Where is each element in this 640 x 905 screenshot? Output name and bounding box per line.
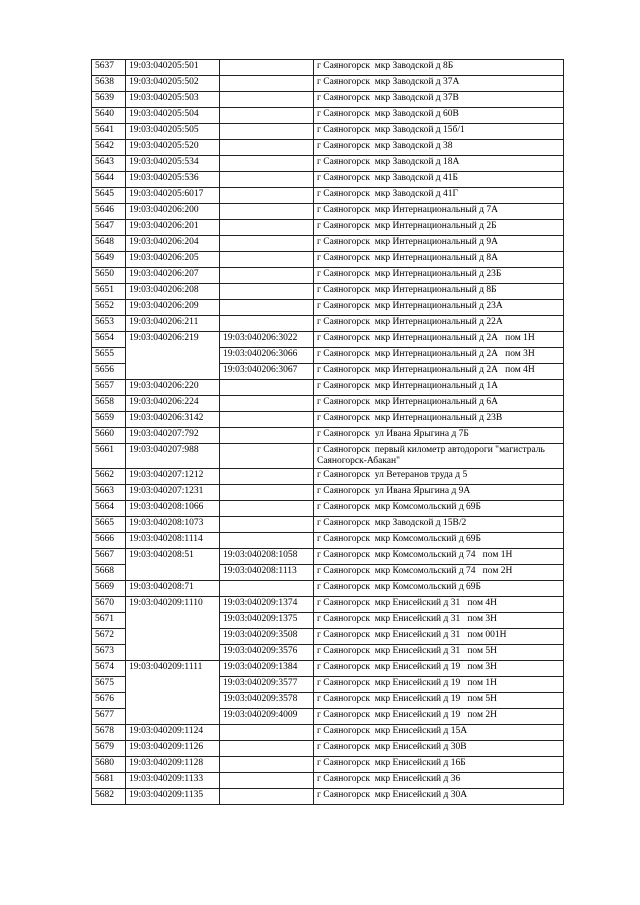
row-number: 5637 [92,60,126,76]
building-cadastral-number: 19:03:040206:3142 [126,412,220,428]
table-row [92,725,564,741]
premises-cadastral-number [220,300,314,316]
building-cadastral-number: 19:03:040206:207 [126,268,220,284]
row-number: 5664 [92,501,126,517]
building-cadastral-number: 19:03:040209:1133 [126,773,220,789]
table-row [92,469,564,485]
premises-cadastral-number [220,469,314,485]
row-number: 5649 [92,252,126,268]
address: г Саяногорск мкр Заводской д 37А [314,76,564,92]
table-row [92,741,564,757]
address: г Саяногорск мкр Комсомольский д 74 пом 1Н [314,549,564,565]
table-row [92,501,564,517]
row-number: 5646 [92,204,126,220]
building-cadastral-number: 19:03:040208:1066 [126,501,220,517]
premises-cadastral-number [220,773,314,789]
row-number: 5654 [92,332,126,348]
building-cadastral-number: 19:03:040206:211 [126,316,220,332]
premises-cadastral-number [220,501,314,517]
premises-cadastral-number [220,188,314,204]
building-cadastral-number: 19:03:040209:1110 [126,597,220,661]
row-number: 5667 [92,549,126,565]
building-cadastral-number: 19:03:040205:536 [126,172,220,188]
table-row [92,220,564,236]
premises-cadastral-number [220,60,314,76]
table-row [92,661,564,677]
building-cadastral-number: 19:03:040209:1128 [126,757,220,773]
row-number: 5671 [92,613,126,629]
premises-cadastral-number [220,108,314,124]
premises-cadastral-number [220,396,314,412]
address: г Саяногорск мкр Енисейский д 19 пом 1Н [314,677,564,693]
address: г Саяногорск мкр Енисейский д 31 пом 3Н [314,613,564,629]
address: г Саяногорск мкр Интернациональный д 6А [314,396,564,412]
address: г Саяногорск мкр Енисейский д 30А [314,789,564,805]
address: г Саяногорск мкр Интернациональный д 23Б [314,268,564,284]
table-row [92,156,564,172]
table-row [92,517,564,533]
address: г Саяногорск мкр Интернациональный д 2А пом 3Н [314,348,564,364]
address: г Саяногорск мкр Енисейский д 30В [314,741,564,757]
premises-cadastral-number [220,316,314,332]
premises-cadastral-number: 19:03:040206:3022 [220,332,314,348]
row-number: 5641 [92,124,126,140]
address: г Саяногорск мкр Енисейский д 16Б [314,757,564,773]
building-cadastral-number: 19:03:040205:534 [126,156,220,172]
building-cadastral-number: 19:03:040206:204 [126,236,220,252]
premises-cadastral-number: 19:03:040206:3066 [220,348,314,364]
row-number: 5679 [92,741,126,757]
table-row [92,284,564,300]
table-row [92,597,564,613]
row-number: 5676 [92,693,126,709]
address: г Саяногорск мкр Енисейский д 31 пом 5Н [314,645,564,661]
address: г Саяногорск мкр Комсомольский д 69Б [314,533,564,549]
registry-body [92,60,564,805]
building-cadastral-number: 19:03:040209:1124 [126,725,220,741]
premises-cadastral-number: 19:03:040209:1374 [220,597,314,613]
building-cadastral-number: 19:03:040209:1111 [126,661,220,725]
table-row [92,236,564,252]
row-number: 5652 [92,300,126,316]
row-number: 5643 [92,156,126,172]
row-number: 5658 [92,396,126,412]
table-row [92,412,564,428]
address: г Саяногорск мкр Заводской д 18А [314,156,564,172]
premises-cadastral-number [220,268,314,284]
row-number: 5640 [92,108,126,124]
table-row [92,92,564,108]
building-cadastral-number: 19:03:040208:71 [126,581,220,597]
row-number: 5653 [92,316,126,332]
premises-cadastral-number: 19:03:040209:4009 [220,709,314,725]
table-row [92,172,564,188]
row-number: 5660 [92,428,126,444]
address: г Саяногорск мкр Комсомольский д 69Б [314,581,564,597]
address: г Саяногорск мкр Интернациональный д 23А [314,300,564,316]
address: г Саяногорск мкр Интернациональный д 7А [314,204,564,220]
building-cadastral-number: 19:03:040208:1073 [126,517,220,533]
table-row [92,252,564,268]
row-number: 5682 [92,789,126,805]
address: г Саяногорск мкр Интернациональный д 2А пом 4Н [314,364,564,380]
premises-cadastral-number [220,284,314,300]
building-cadastral-number: 19:03:040206:200 [126,204,220,220]
table-row [92,789,564,805]
address: г Саяногорск мкр Заводской д 8Б [314,60,564,76]
premises-cadastral-number: 19:03:040209:1375 [220,613,314,629]
premises-cadastral-number: 19:03:040209:1384 [220,661,314,677]
building-cadastral-number: 19:03:040206:208 [126,284,220,300]
building-cadastral-number: 19:03:040209:1135 [126,789,220,805]
row-number: 5657 [92,380,126,396]
premises-cadastral-number [220,444,314,469]
building-cadastral-number: 19:03:040207:792 [126,428,220,444]
premises-cadastral-number [220,725,314,741]
registry-table [91,59,564,805]
address: г Саяногорск мкр Заводской д 15В/2 [314,517,564,533]
row-number: 5678 [92,725,126,741]
building-cadastral-number: 19:03:040206:220 [126,380,220,396]
premises-cadastral-number [220,252,314,268]
building-cadastral-number: 19:03:040206:209 [126,300,220,316]
row-number: 5651 [92,284,126,300]
address: г Саяногорск мкр Заводской д 60В [314,108,564,124]
building-cadastral-number: 19:03:040205:6017 [126,188,220,204]
premises-cadastral-number [220,757,314,773]
table-row [92,188,564,204]
address: г Саяногорск мкр Заводской д 41Б [314,172,564,188]
premises-cadastral-number [220,172,314,188]
row-number: 5680 [92,757,126,773]
row-number: 5669 [92,581,126,597]
table-row [92,268,564,284]
table-row [92,380,564,396]
address: г Саяногорск мкр Енисейский д 15А [314,725,564,741]
row-number: 5639 [92,92,126,108]
building-cadastral-number: 19:03:040206:224 [126,396,220,412]
table-row [92,332,564,348]
row-number: 5675 [92,677,126,693]
row-number: 5662 [92,469,126,485]
address: г Саяногорск мкр Заводской д 15б/1 [314,124,564,140]
table-row [92,773,564,789]
address: г Саяногорск ул Ивана Ярыгина д 9А [314,485,564,501]
premises-cadastral-number [220,380,314,396]
premises-cadastral-number: 19:03:040206:3067 [220,364,314,380]
row-number: 5674 [92,661,126,677]
address: г Саяногорск мкр Енисейский д 19 пом 2Н [314,709,564,725]
row-number: 5666 [92,533,126,549]
row-number: 5677 [92,709,126,725]
table-row [92,533,564,549]
row-number: 5663 [92,485,126,501]
building-cadastral-number: 19:03:040205:520 [126,140,220,156]
building-cadastral-number: 19:03:040209:1126 [126,741,220,757]
premises-cadastral-number [220,789,314,805]
row-number: 5642 [92,140,126,156]
premises-cadastral-number [220,76,314,92]
building-cadastral-number: 19:03:040205:503 [126,92,220,108]
row-number: 5681 [92,773,126,789]
table-row [92,204,564,220]
row-number: 5645 [92,188,126,204]
address: г Саяногорск мкр Енисейский д 31 пом 4Н [314,597,564,613]
building-cadastral-number: 19:03:040206:201 [126,220,220,236]
address: г Саяногорск мкр Комсомольский д 69Б [314,501,564,517]
row-number: 5670 [92,597,126,613]
row-number: 5647 [92,220,126,236]
address: г Саяногорск мкр Заводской д 41Г [314,188,564,204]
address: г Саяногорск мкр Заводской д 37В [314,92,564,108]
premises-cadastral-number [220,92,314,108]
address: г Саяногорск мкр Интернациональный д 22А [314,316,564,332]
building-cadastral-number: 19:03:040208:1114 [126,533,220,549]
building-cadastral-number: 19:03:040205:501 [126,60,220,76]
building-cadastral-number: 19:03:040207:1212 [126,469,220,485]
building-cadastral-number: 19:03:040207:988 [126,444,220,469]
row-number: 5644 [92,172,126,188]
table-row [92,76,564,92]
premises-cadastral-number: 19:03:040209:3578 [220,693,314,709]
row-number: 5655 [92,348,126,364]
premises-cadastral-number [220,533,314,549]
address: г Саяногорск мкр Енисейский д 36 [314,773,564,789]
address: г Саяногорск мкр Интернациональный д 9А [314,236,564,252]
premises-cadastral-number: 19:03:040208:1113 [220,565,314,581]
premises-cadastral-number [220,124,314,140]
building-cadastral-number: 19:03:040205:505 [126,124,220,140]
premises-cadastral-number [220,140,314,156]
table-row [92,396,564,412]
row-number: 5673 [92,645,126,661]
premises-cadastral-number [220,156,314,172]
table-row [92,581,564,597]
row-number: 5661 [92,444,126,469]
row-number: 5650 [92,268,126,284]
table-row [92,316,564,332]
table-row [92,444,564,469]
row-number: 5648 [92,236,126,252]
table-row [92,549,564,565]
address: г Саяногорск мкр Енисейский д 19 пом 5Н [314,693,564,709]
table-row [92,485,564,501]
row-number: 5638 [92,76,126,92]
premises-cadastral-number [220,581,314,597]
table-row [92,140,564,156]
table-row [92,108,564,124]
premises-cadastral-number [220,412,314,428]
address: г Саяногорск первый километр автодороги "магистраль Саяногорск-Абакан" [314,444,564,469]
table-row [92,757,564,773]
premises-cadastral-number [220,220,314,236]
address: г Саяногорск мкр Заводской д 38 [314,140,564,156]
premises-cadastral-number [220,485,314,501]
address: г Саяногорск мкр Интернациональный д 1А [314,380,564,396]
address: г Саяногорск мкр Интернациональный д 8А [314,252,564,268]
premises-cadastral-number: 19:03:040209:3577 [220,677,314,693]
premises-cadastral-number [220,236,314,252]
row-number: 5665 [92,517,126,533]
table-row [92,428,564,444]
premises-cadastral-number [220,204,314,220]
premises-cadastral-number [220,517,314,533]
address: г Саяногорск мкр Интернациональный д 8Б [314,284,564,300]
row-number: 5672 [92,629,126,645]
table-row [92,300,564,316]
premises-cadastral-number [220,428,314,444]
address: г Саяногорск мкр Интернациональный д 2А пом 1Н [314,332,564,348]
building-cadastral-number: 19:03:040208:51 [126,549,220,581]
building-cadastral-number: 19:03:040206:219 [126,332,220,380]
premises-cadastral-number: 19:03:040208:1058 [220,549,314,565]
building-cadastral-number: 19:03:040207:1231 [126,485,220,501]
address: г Саяногорск мкр Енисейский д 19 пом 3Н [314,661,564,677]
building-cadastral-number: 19:03:040206:205 [126,252,220,268]
premises-cadastral-number: 19:03:040209:3508 [220,629,314,645]
row-number: 5659 [92,412,126,428]
address: г Саяногорск мкр Интернациональный д 23В [314,412,564,428]
row-number: 5668 [92,565,126,581]
address: г Саяногорск ул Ветеранов труда д 5 [314,469,564,485]
address: г Саяногорск мкр Енисейский д 31 пом 001Н [314,629,564,645]
table-row [92,60,564,76]
address: г Саяногорск мкр Комсомольский д 74 пом 2Н [314,565,564,581]
building-cadastral-number: 19:03:040205:504 [126,108,220,124]
table-row [92,124,564,140]
building-cadastral-number: 19:03:040205:502 [126,76,220,92]
premises-cadastral-number [220,741,314,757]
row-number: 5656 [92,364,126,380]
address: г Саяногорск ул Ивана Ярыгина д 7Б [314,428,564,444]
address: г Саяногорск мкр Интернациональный д 2Б [314,220,564,236]
premises-cadastral-number: 19:03:040209:3576 [220,645,314,661]
